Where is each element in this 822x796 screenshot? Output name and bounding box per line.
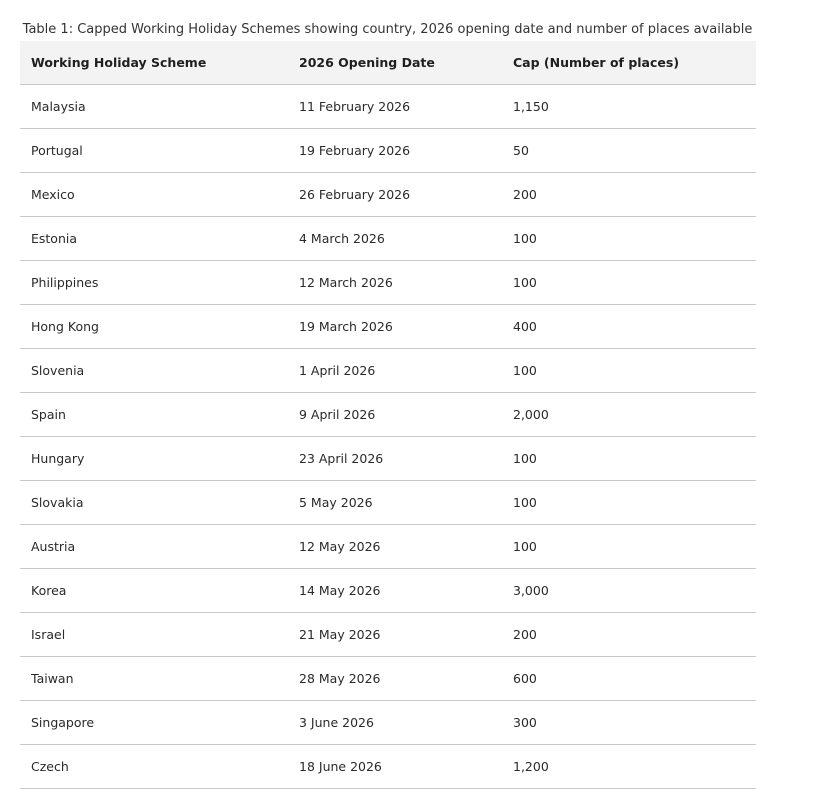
cell-opening-date: 12 May 2026 <box>288 525 502 569</box>
cell-cap: 2,000 <box>502 393 756 437</box>
cell-scheme: Slovakia <box>20 481 288 525</box>
table-row <box>20 745 756 789</box>
table-row <box>20 305 756 349</box>
cell-cap: 1,200 <box>502 745 756 789</box>
cell-scheme: Singapore <box>20 701 288 745</box>
cell-opening-date: 28 May 2026 <box>288 657 502 701</box>
header-opening-date: 2026 Opening Date <box>288 41 502 85</box>
cell-opening-date: 18 June 2026 <box>288 745 502 789</box>
cell-scheme: Korea <box>20 569 288 613</box>
cell-cap: 100 <box>502 261 756 305</box>
cell-cap: 100 <box>502 437 756 481</box>
cell-opening-date: 19 February 2026 <box>288 129 502 173</box>
table-row <box>20 701 756 745</box>
cell-cap: 300 <box>502 701 756 745</box>
cell-scheme: Slovenia <box>20 349 288 393</box>
header-scheme: Working Holiday Scheme <box>20 41 288 85</box>
cell-cap: 1,150 <box>502 85 756 129</box>
table-row <box>20 437 756 481</box>
table-row <box>20 657 756 701</box>
table-row <box>20 85 756 129</box>
table-caption: Table 1: Capped Working Holiday Schemes showing country, 2026 opening date and number of places available <box>22 22 753 37</box>
table-header <box>20 41 756 85</box>
cell-opening-date: 26 February 2026 <box>288 173 502 217</box>
cell-scheme: Portugal <box>20 129 288 173</box>
cell-opening-date: 5 May 2026 <box>288 481 502 525</box>
table-row <box>20 129 756 173</box>
table-row <box>20 569 756 613</box>
table-row <box>20 261 756 305</box>
cell-cap: 50 <box>502 129 756 173</box>
cell-opening-date: 14 May 2026 <box>288 569 502 613</box>
cell-cap: 3,000 <box>502 569 756 613</box>
table-row <box>20 525 756 569</box>
header-cap: Cap (Number of places) <box>502 41 756 85</box>
table-row <box>20 481 756 525</box>
cell-opening-date: 9 April 2026 <box>288 393 502 437</box>
cell-opening-date: 19 March 2026 <box>288 305 502 349</box>
table-body <box>20 85 756 789</box>
cell-scheme: Mexico <box>20 173 288 217</box>
cell-scheme: Spain <box>20 393 288 437</box>
cell-cap: 100 <box>502 525 756 569</box>
cell-scheme: Israel <box>20 613 288 657</box>
header-row <box>20 41 756 85</box>
cell-cap: 400 <box>502 305 756 349</box>
cell-scheme: Hong Kong <box>20 305 288 349</box>
cell-scheme: Czech <box>20 745 288 789</box>
cell-cap: 100 <box>502 481 756 525</box>
cell-cap: 200 <box>502 173 756 217</box>
cell-scheme: Estonia <box>20 217 288 261</box>
schemes-table <box>20 41 756 789</box>
cell-cap: 100 <box>502 349 756 393</box>
table-row <box>20 173 756 217</box>
cell-opening-date: 12 March 2026 <box>288 261 502 305</box>
cell-cap: 600 <box>502 657 756 701</box>
cell-scheme: Philippines <box>20 261 288 305</box>
table-row <box>20 349 756 393</box>
cell-opening-date: 21 May 2026 <box>288 613 502 657</box>
cell-scheme: Hungary <box>20 437 288 481</box>
cell-scheme: Malaysia <box>20 85 288 129</box>
table-row <box>20 393 756 437</box>
cell-scheme: Taiwan <box>20 657 288 701</box>
cell-opening-date: 3 June 2026 <box>288 701 502 745</box>
cell-opening-date: 23 April 2026 <box>288 437 502 481</box>
table-row <box>20 217 756 261</box>
cell-cap: 200 <box>502 613 756 657</box>
cell-scheme: Austria <box>20 525 288 569</box>
cell-opening-date: 11 February 2026 <box>288 85 502 129</box>
table-row <box>20 613 756 657</box>
cell-opening-date: 1 April 2026 <box>288 349 502 393</box>
cell-cap: 100 <box>502 217 756 261</box>
cell-opening-date: 4 March 2026 <box>288 217 502 261</box>
